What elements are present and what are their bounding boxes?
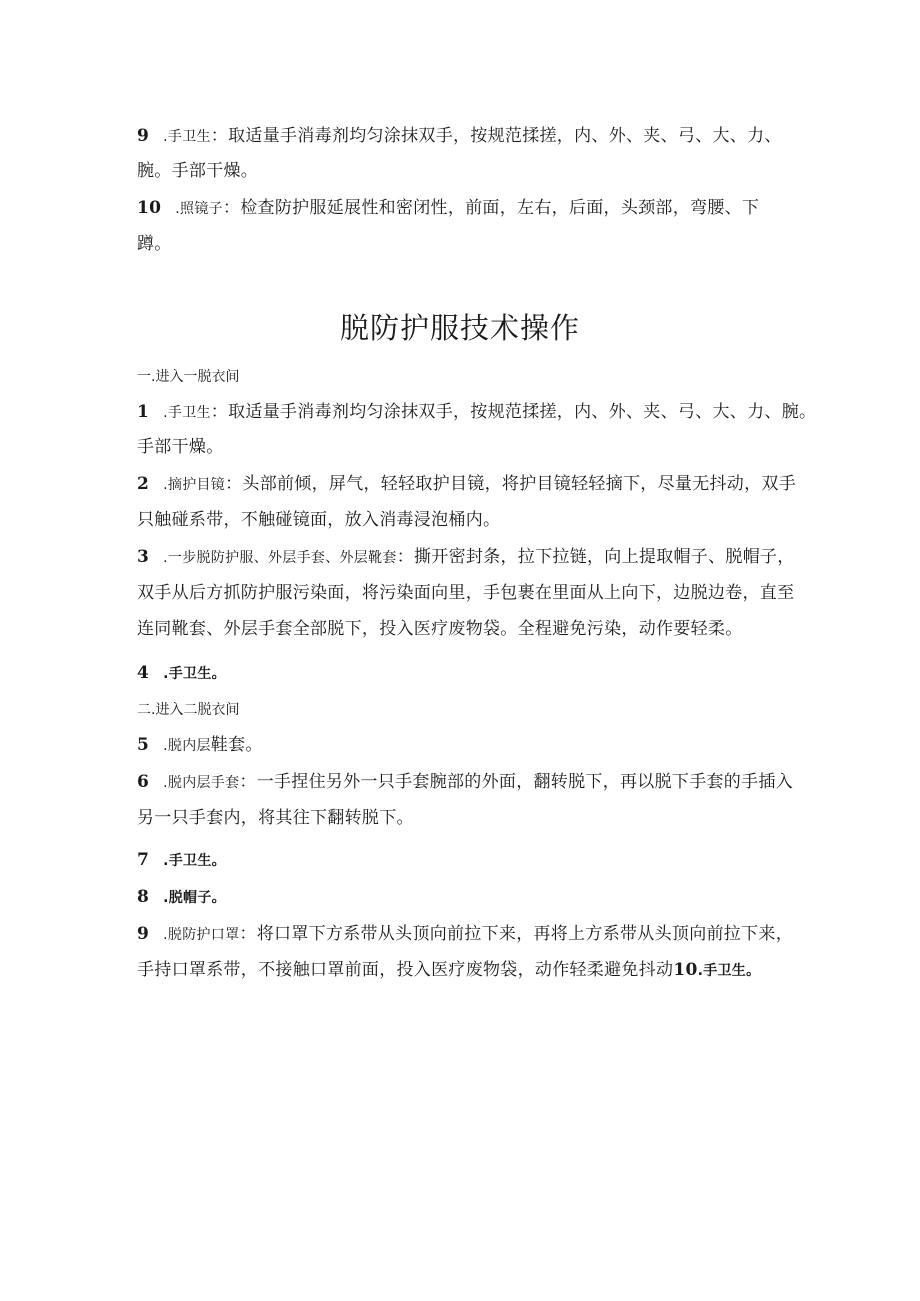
step-number: 2 bbox=[137, 474, 150, 494]
step-text: 另一只手套内，将其往下翻转脱下。 bbox=[137, 808, 414, 828]
step-label: .脱防护口罩 bbox=[163, 927, 240, 943]
step-label: .手卫生。 bbox=[697, 963, 761, 979]
step-9-continuation bbox=[137, 160, 258, 182]
step-text: 只触碰系带，不触碰镜面，放入消毒浸泡桶内。 bbox=[137, 510, 501, 530]
step-number: 3 bbox=[137, 547, 150, 567]
step-number: 9 bbox=[137, 126, 150, 146]
step-label: .手卫生。 bbox=[163, 853, 226, 869]
s2-step-6-continuation bbox=[137, 807, 414, 829]
step-number: 10 bbox=[673, 960, 698, 980]
step-text: 蹲。 bbox=[137, 234, 172, 254]
step-label: .脱内层手套 bbox=[163, 775, 240, 791]
step-label: .脱内层 bbox=[163, 738, 211, 754]
step-number: 9 bbox=[137, 924, 150, 944]
step-label: .照镜子 bbox=[175, 201, 223, 217]
step-text: ：一手捏住另外一只手套腕部的外面，翻转脱下，再以脱下手套的手插入 bbox=[239, 772, 793, 792]
step-10-mirror bbox=[137, 197, 759, 220]
step-text: 鞋套。 bbox=[210, 735, 263, 755]
s1-step-1-continuation bbox=[137, 436, 224, 458]
step-number: 6 bbox=[137, 772, 150, 792]
step-text: 腕。手部干燥。 bbox=[137, 161, 259, 181]
step-label: .摘护目镜 bbox=[163, 477, 226, 493]
step-text: ：头部前倾，屏气，轻轻取护目镜，将护目镜轻轻摘下，尽量无抖动，双手 bbox=[225, 474, 796, 494]
step-number: 8 bbox=[137, 887, 150, 907]
s1-step-3 bbox=[137, 546, 795, 569]
step-number: 4 bbox=[137, 663, 150, 683]
step-text: 手持口罩系带，不接触口罩前面，投入医疗废物袋，动作轻柔避免抖动 bbox=[137, 960, 674, 980]
step-number: 5 bbox=[137, 735, 150, 755]
step-text: 手部干燥。 bbox=[137, 437, 224, 457]
s1-step-3-continuation-1 bbox=[137, 582, 794, 604]
s2-step-9 bbox=[137, 923, 793, 946]
step-label: .手卫生 bbox=[163, 405, 211, 421]
page-title: 脱防护服技术操作 bbox=[339, 311, 580, 345]
s2-step-9-continuation bbox=[137, 959, 760, 982]
step-text: ：将口罩下方系带从头顶向前拉下来，再将上方系带从头顶向前拉下来， bbox=[239, 924, 793, 944]
step-label: .手卫生 bbox=[163, 129, 211, 145]
s2-step-6 bbox=[137, 771, 793, 794]
step-9-hand-hygiene bbox=[137, 125, 782, 148]
step-number: 1 bbox=[137, 402, 150, 422]
s2-step-5 bbox=[137, 734, 263, 757]
s1-step-3-continuation-2 bbox=[137, 618, 743, 640]
step-number: 10 bbox=[137, 198, 162, 218]
s1-step-1 bbox=[137, 401, 816, 424]
step-text: ：取适量手消毒剂均匀涂抹双手，按规范揉搓，内、外、夹、弓、大、力、腕。 bbox=[210, 402, 817, 422]
step-label: .一步脱防护服、外层手套、外层靴套 bbox=[163, 550, 397, 566]
section-2-heading: 二.进入二脱衣间 bbox=[137, 702, 240, 718]
step-text: 连同靴套、外层手套全部脱下，投入医疗废物袋。全程避免污染，动作要轻柔。 bbox=[137, 619, 743, 639]
step-text: ：撕开密封条，拉下拉链，向上提取帽子、脱帽子， bbox=[396, 547, 795, 567]
step-label: .脱帽子。 bbox=[163, 890, 226, 906]
s2-step-8 bbox=[137, 886, 226, 909]
s1-step-4 bbox=[137, 662, 226, 685]
step-text: 双手从后方抓防护服污染面，将污染面向里，手包裹在里面从上向下，边脱边卷，直至 bbox=[137, 583, 795, 603]
s1-step-2 bbox=[137, 473, 796, 496]
section-1-heading: 一.进入一脱衣间 bbox=[137, 369, 240, 385]
step-text: ：取适量手消毒剂均匀涂抹双手，按规范揉搓，内、外、夹、弓、大、力、 bbox=[210, 126, 782, 146]
s2-step-7 bbox=[137, 849, 226, 872]
s1-step-2-continuation bbox=[137, 509, 500, 531]
step-text: ：检查防护服延展性和密闭性，前面，左右，后面，头颈部，弯腰、下 bbox=[222, 198, 760, 218]
step-number: 7 bbox=[137, 850, 150, 870]
step-10-continuation bbox=[137, 233, 172, 255]
step-label: .手卫生。 bbox=[163, 666, 226, 682]
